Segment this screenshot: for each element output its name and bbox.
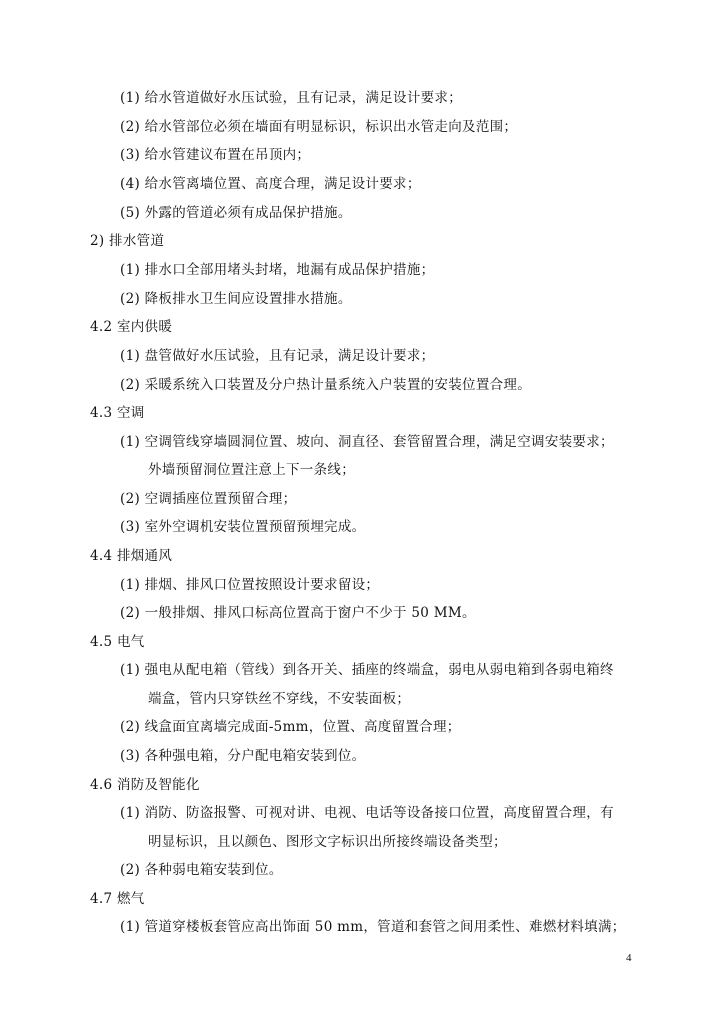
text-line-11: (2) 采暖系统入口装置及分户热计量系统入户装置的安装位置合理。	[120, 377, 532, 393]
text-line-7: (1) 排水口全部用堵头封堵，地漏有成品保护措施；	[120, 262, 435, 278]
section-heading-4-2: 4.2 室内供暖	[90, 319, 173, 335]
section-heading-drainage: 2) 排水管道	[90, 233, 165, 249]
text-line-16: (3) 室外空调机安装位置预留预埋完成。	[120, 519, 366, 535]
page-number: 4	[626, 952, 632, 964]
text-line-18: (1) 排烟、排风口位置按照设计要求留设；	[120, 577, 380, 593]
text-line-27: 明显标识，且以颜色、图形文字标识出所接终端设备类型；	[148, 834, 507, 850]
text-line-10: (1) 盘管做好水压试验，且有记录，满足设计要求；	[120, 348, 435, 364]
text-line-1: (1) 给水管道做好水压试验，且有记录，满足设计要求；	[120, 90, 463, 106]
section-heading-4-6: 4.6 消防及智能化	[90, 777, 200, 793]
text-line-24: (3) 各种强电箱，分户配电箱安装到位。	[120, 748, 366, 764]
text-line-19: (2) 一般排烟、排风口标高位置高于窗户不少于 50 MM。	[120, 605, 476, 621]
text-line-23: (2) 线盒面宜离墙完成面-5mm，位置、高度留置合理；	[120, 719, 461, 735]
text-line-2: (2) 给水管部位必须在墙面有明显标识，标识出水管走向及范围；	[120, 119, 518, 135]
text-line-15: (2) 空调插座位置预留合理；	[120, 491, 297, 507]
text-line-28: (2) 各种弱电箱安装到位。	[120, 862, 283, 878]
text-line-3: (3) 给水管建议布置在吊顶内；	[120, 147, 311, 163]
text-line-4: (4) 给水管离墙位置、高度合理，满足设计要求；	[120, 176, 421, 192]
text-line-30: (1) 管道穿楼板套管应高出饰面 50 mm，管道和套管之间用柔性、难燃材料填满；	[120, 919, 626, 935]
section-heading-4-5: 4.5 电气	[90, 634, 145, 650]
section-heading-4-3: 4.3 空调	[90, 405, 145, 421]
text-line-22: 端盒，管内只穿铁丝不穿线，不安装面板；	[148, 691, 411, 707]
text-line-8: (2) 降板排水卫生间应设置排水措施。	[120, 291, 352, 307]
section-heading-4-4: 4.4 排烟通风	[90, 548, 173, 564]
section-heading-4-7: 4.7 燃气	[90, 891, 145, 907]
text-line-21: (1) 强电从配电箱（管线）到各开关、插座的终端盒，弱电从弱电箱到各弱电箱终	[120, 662, 614, 678]
text-line-5: (5) 外露的管道必须有成品保护措施。	[120, 205, 352, 221]
text-line-14: 外墙预留洞位置注意上下一条线；	[148, 462, 355, 478]
text-line-26: (1) 消防、防盗报警、可视对讲、电视、电话等设备接口位置，高度留置合理，有	[120, 805, 614, 821]
text-line-13: (1) 空调管线穿墙圆洞位置、坡向、洞直径、套管留置合理，满足空调安装要求；	[120, 434, 614, 450]
